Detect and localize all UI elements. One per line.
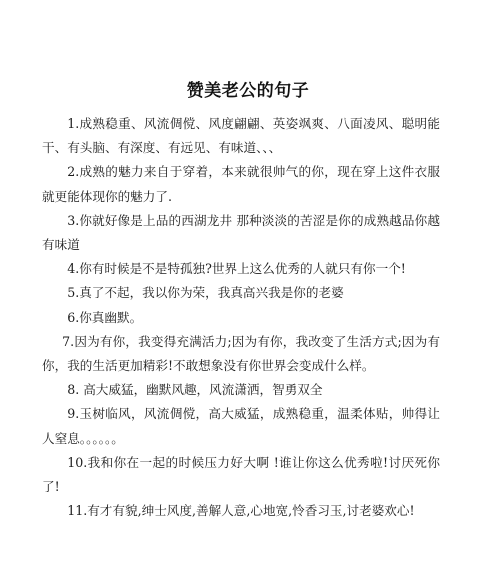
paragraph-8: 8. 高大威猛，幽默风趣，风流潇洒，智勇双全 bbox=[67, 382, 323, 398]
paragraph-7: 7.因为有你，我变得充满活力;因为有你，我改变了生活方式;因为有你，我的生活更加精彩!不敢想象没有你世界会变成什么样。 bbox=[42, 333, 440, 374]
paragraph-9: 9.玉树临风，风流倜傥，高大威猛，成熟稳重，温柔体贴，帅得让人窒息。。。。。。 bbox=[42, 406, 440, 446]
paragraph-11: 11.有才有貌,绅士风度,善解人意,心地宽,怜香习玉,讨老婆欢心! bbox=[67, 503, 415, 519]
document-body bbox=[42, 112, 440, 523]
paragraph-10: 10.我和你在一起的时候压力好大啊 !谁让你这么优秀啦!讨厌死你了! bbox=[42, 454, 440, 495]
paragraph-5: 5.真了不起，我以你为荣，我真高兴我是你的老婆 bbox=[67, 285, 344, 301]
paragraph-3: 3.你就好像是上品的西湖龙井 那种淡淡的苦涩是你的成熟越品你越有味道 bbox=[42, 212, 440, 253]
paragraph-6: 6.你真幽默。 bbox=[67, 309, 143, 325]
paragraph-1: 1.成熟稳重、风流倜傥、风度翩翩、英姿飒爽、八面凌风、聪明能干、有头脑、有深度、有远见、有味道、、、 bbox=[42, 116, 440, 156]
document-title: 赞美老公的句子 bbox=[186, 81, 310, 101]
paragraph-4: 4.你有时候是不是特孤独?世界上这么优秀的人就只有你一个! bbox=[67, 261, 406, 277]
paragraph-2: 2.成熟的魅力来自于穿着，本来就很帅气的你，现在穿上这件衣服就更能体现你的魅力了. bbox=[42, 164, 440, 204]
